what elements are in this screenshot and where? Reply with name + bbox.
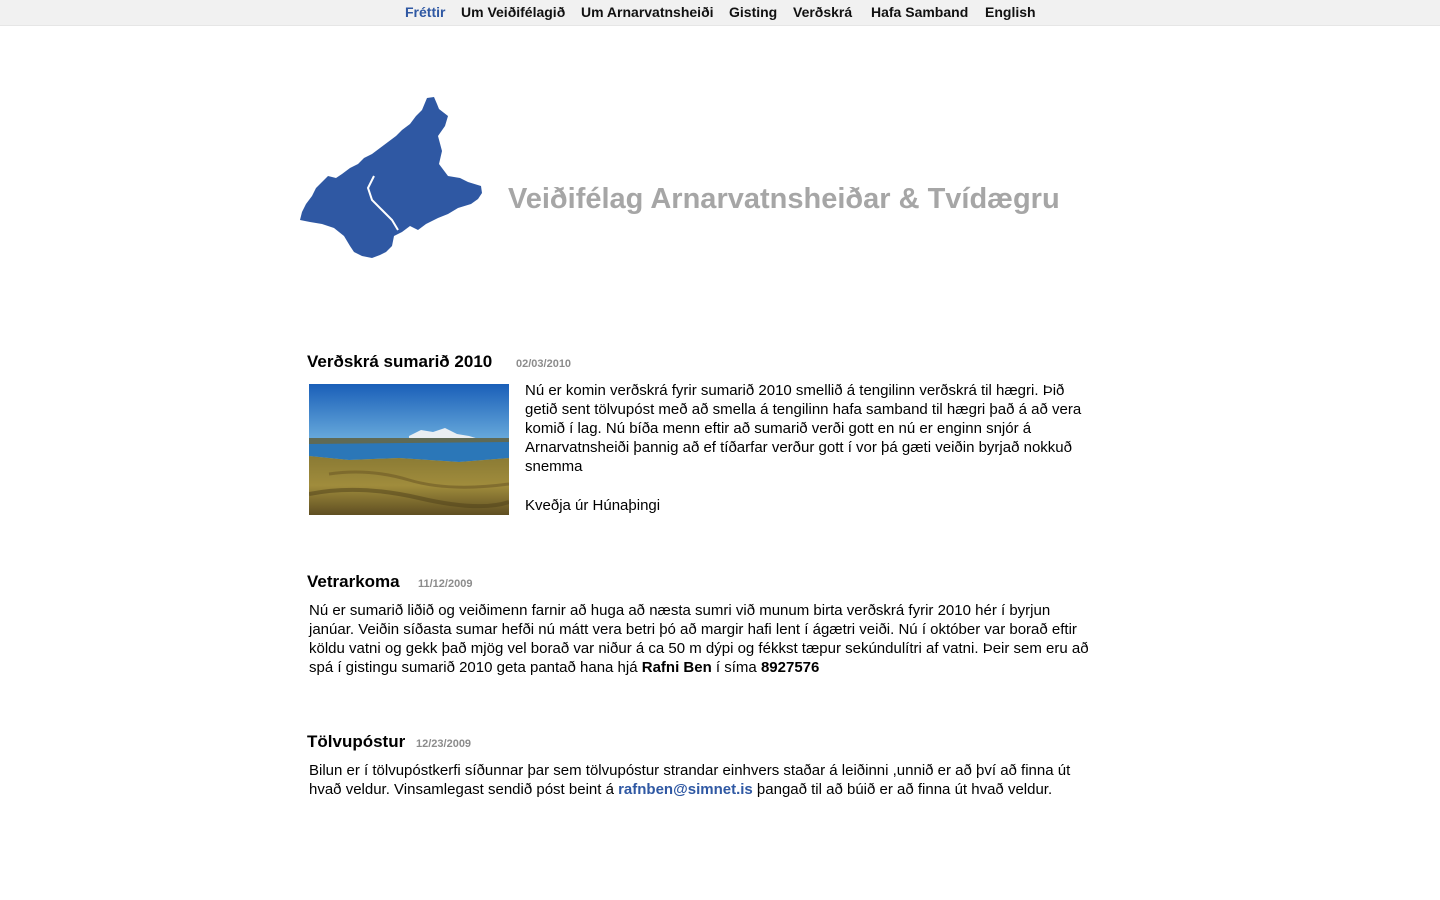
post-paragraph: Nú er komin verðskrá fyrir sumarið 2010 smellið á tengilinn verðskrá til hægri. Þið getið sent tölvupóst með að smella á tengilinn hafa samband til hægri það á að vera komið í lag. Nú bíða menn eftir að sumarið verði gott en nú er enginn snjór á Arnarvatnsheiði þannig að ef tíðarfar verður gott í vor þá gæti veiðin byrjað nokkuð snemma xyxy=(525,382,1082,475)
region-map-icon[interactable] xyxy=(298,96,484,260)
top-navigation xyxy=(0,0,1440,26)
post-date: 12/23/2009 xyxy=(416,738,472,750)
nav-link-hafa-samband[interactable]: Hafa Samband xyxy=(871,4,969,20)
lake-landscape-photo xyxy=(309,384,509,515)
post-body xyxy=(309,761,1084,799)
post-body xyxy=(309,601,1094,677)
post-title[interactable]: Vetrarkoma xyxy=(307,572,400,591)
post-title[interactable]: Tölvupóstur xyxy=(307,732,406,751)
post-text: í síma xyxy=(711,659,761,676)
post-text: þangað til að búið er að finna út hvað veldur. xyxy=(752,781,1053,798)
nav-link-gisting[interactable]: Gisting xyxy=(729,4,778,20)
post-title[interactable]: Verðskrá sumarið 2010 xyxy=(307,352,493,371)
nav-link-verdskra[interactable]: Verðskrá xyxy=(793,4,853,20)
nav-link-frettir[interactable]: Fréttir xyxy=(405,4,446,20)
contact-name: Rafni Ben xyxy=(641,659,712,676)
post-text: Nú er sumarið liðið og veiðimenn farnir að huga að næsta sumri við munum birta verðskrá fyrir 2010 hér í byrjun janúar. Veiðin síðasta sumar hefði nú mátt vera betri þó að margir hafi lent í ágætri veiði. Nú í október var borað eftir köldu vatni og gekk það mjög vel borað var niður á ca 50 m dýpi og fékkst tæpur sekúndulítri af vatni. Þeir sem eru að spá í gistingu sumarið 2010 geta pantað hana hjá xyxy=(309,602,1089,676)
post-text: Bilun er í tölvupóstkerfi síðunnar þar sem tölvupóstur strandar einhvers staðar á leiðinni ,unnið er að því að finna út hvað veldur. Vinsamlegast sendið póst beint á xyxy=(309,762,1071,798)
site-title: Veiðifélag Arnarvatnsheiðar & Tvídægru xyxy=(508,183,1060,215)
post-body xyxy=(525,381,1095,515)
nav-link-english[interactable]: English xyxy=(985,4,1036,20)
post-date: 02/03/2010 xyxy=(516,358,572,370)
nav-link-um-veidifelagid[interactable]: Um Veiðifélagið xyxy=(461,4,566,20)
post-signoff: Kveðja úr Húnaþingi xyxy=(525,497,661,514)
nav-link-um-arnarvatnsheidi[interactable]: Um Arnarvatnsheiði xyxy=(581,4,714,20)
email-link[interactable]: rafnben@simnet.is xyxy=(618,781,753,798)
phone-number: 8927576 xyxy=(760,659,820,676)
post-date: 11/12/2009 xyxy=(418,578,473,590)
